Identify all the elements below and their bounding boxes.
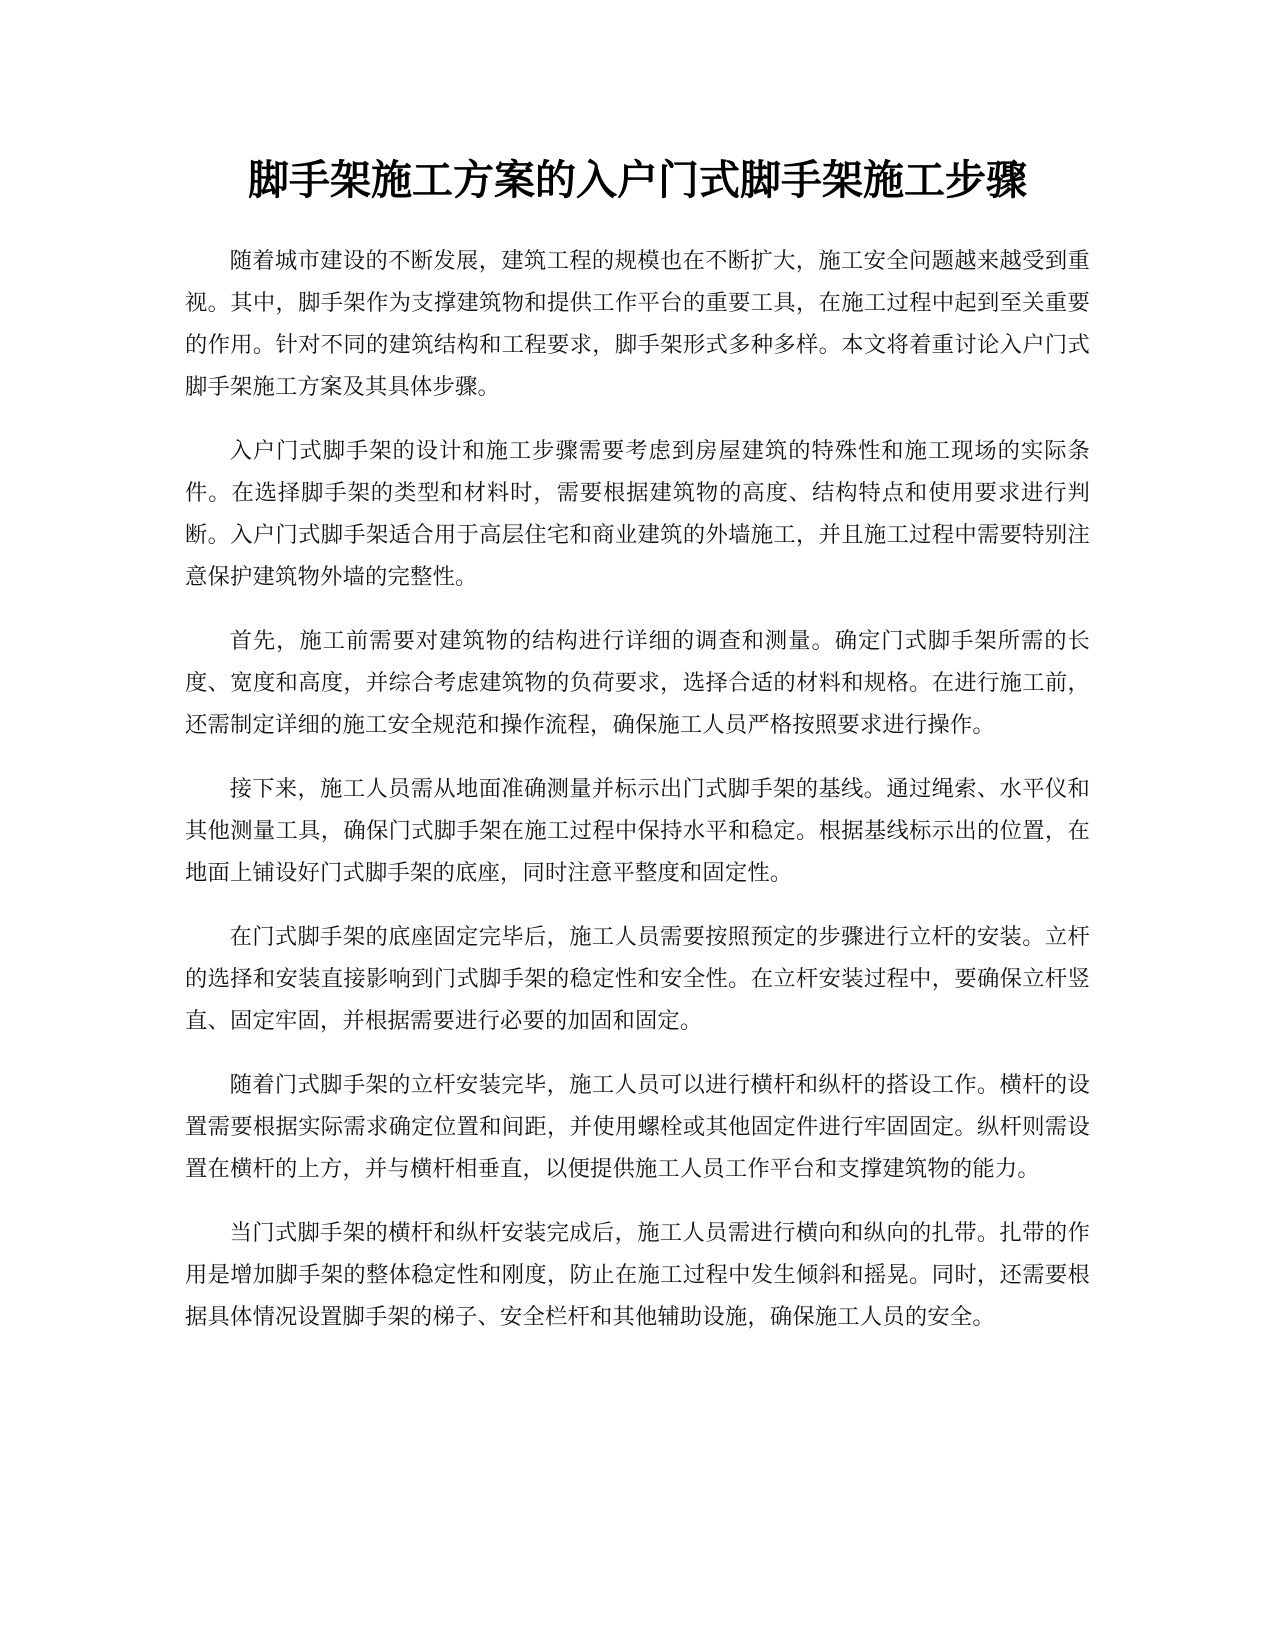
paragraph-2: 入户门式脚手架的设计和施工步骤需要考虑到房屋建筑的特殊性和施工现场的实际条件。在选择脚手架的类型和材料时，需要根据建筑物的高度、结构特点和使用要求进行判断。入户门式脚手架适合用于高层住宅和商业建筑的外墙施工，并且施工过程中需要特别注意保护建筑物外墙的完整性。	[185, 438, 1090, 590]
document-body	[185, 240, 1090, 1360]
paragraph-3: 首先，施工前需要对建筑物的结构进行详细的调查和测量。确定门式脚手架所需的长度、宽度和高度，并综合考虑建筑物的负荷要求，选择合适的材料和规格。在进行施工前，还需制定详细的施工安全规范和操作流程，确保施工人员严格按照要求进行操作。	[185, 628, 1090, 738]
paragraph-4: 接下来，施工人员需从地面准确测量并标示出门式脚手架的基线。通过绳索、水平仪和其他测量工具，确保门式脚手架在施工过程中保持水平和稳定。根据基线标示出的位置，在地面上铺设好门式脚手架的底座，同时注意平整度和固定性。	[185, 776, 1090, 886]
paragraph-1: 随着城市建设的不断发展，建筑工程的规模也在不断扩大，施工安全问题越来越受到重视。其中，脚手架作为支撑建筑物和提供工作平台的重要工具，在施工过程中起到至关重要的作用。针对不同的建筑结构和工程要求，脚手架形式多种多样。本文将着重讨论入户门式脚手架施工方案及其具体步骤。	[185, 248, 1090, 400]
paragraph-6: 随着门式脚手架的立杆安装完毕，施工人员可以进行横杆和纵杆的搭设工作。横杆的设置需要根据实际需求确定位置和间距，并使用螺栓或其他固定件进行牢固固定。纵杆则需设置在横杆的上方，并与横杆相垂直，以便提供施工人员工作平台和支撑建筑物的能力。	[185, 1072, 1090, 1182]
paragraph-7: 当门式脚手架的横杆和纵杆安装完成后，施工人员需进行横向和纵向的扎带。扎带的作用是增加脚手架的整体稳定性和刚度，防止在施工过程中发生倾斜和摇晃。同时，还需要根据具体情况设置脚手架的梯子、安全栏杆和其他辅助设施，确保施工人员的安全。	[185, 1220, 1090, 1330]
paragraph-5: 在门式脚手架的底座固定完毕后，施工人员需要按照预定的步骤进行立杆的安装。立杆的选择和安装直接影响到门式脚手架的稳定性和安全性。在立杆安装过程中，要确保立杆竖直、固定牢固，并根据需要进行必要的加固和固定。	[185, 924, 1090, 1034]
document-title: 脚手架施工方案的入户门式脚手架施工步骤	[248, 156, 1027, 204]
